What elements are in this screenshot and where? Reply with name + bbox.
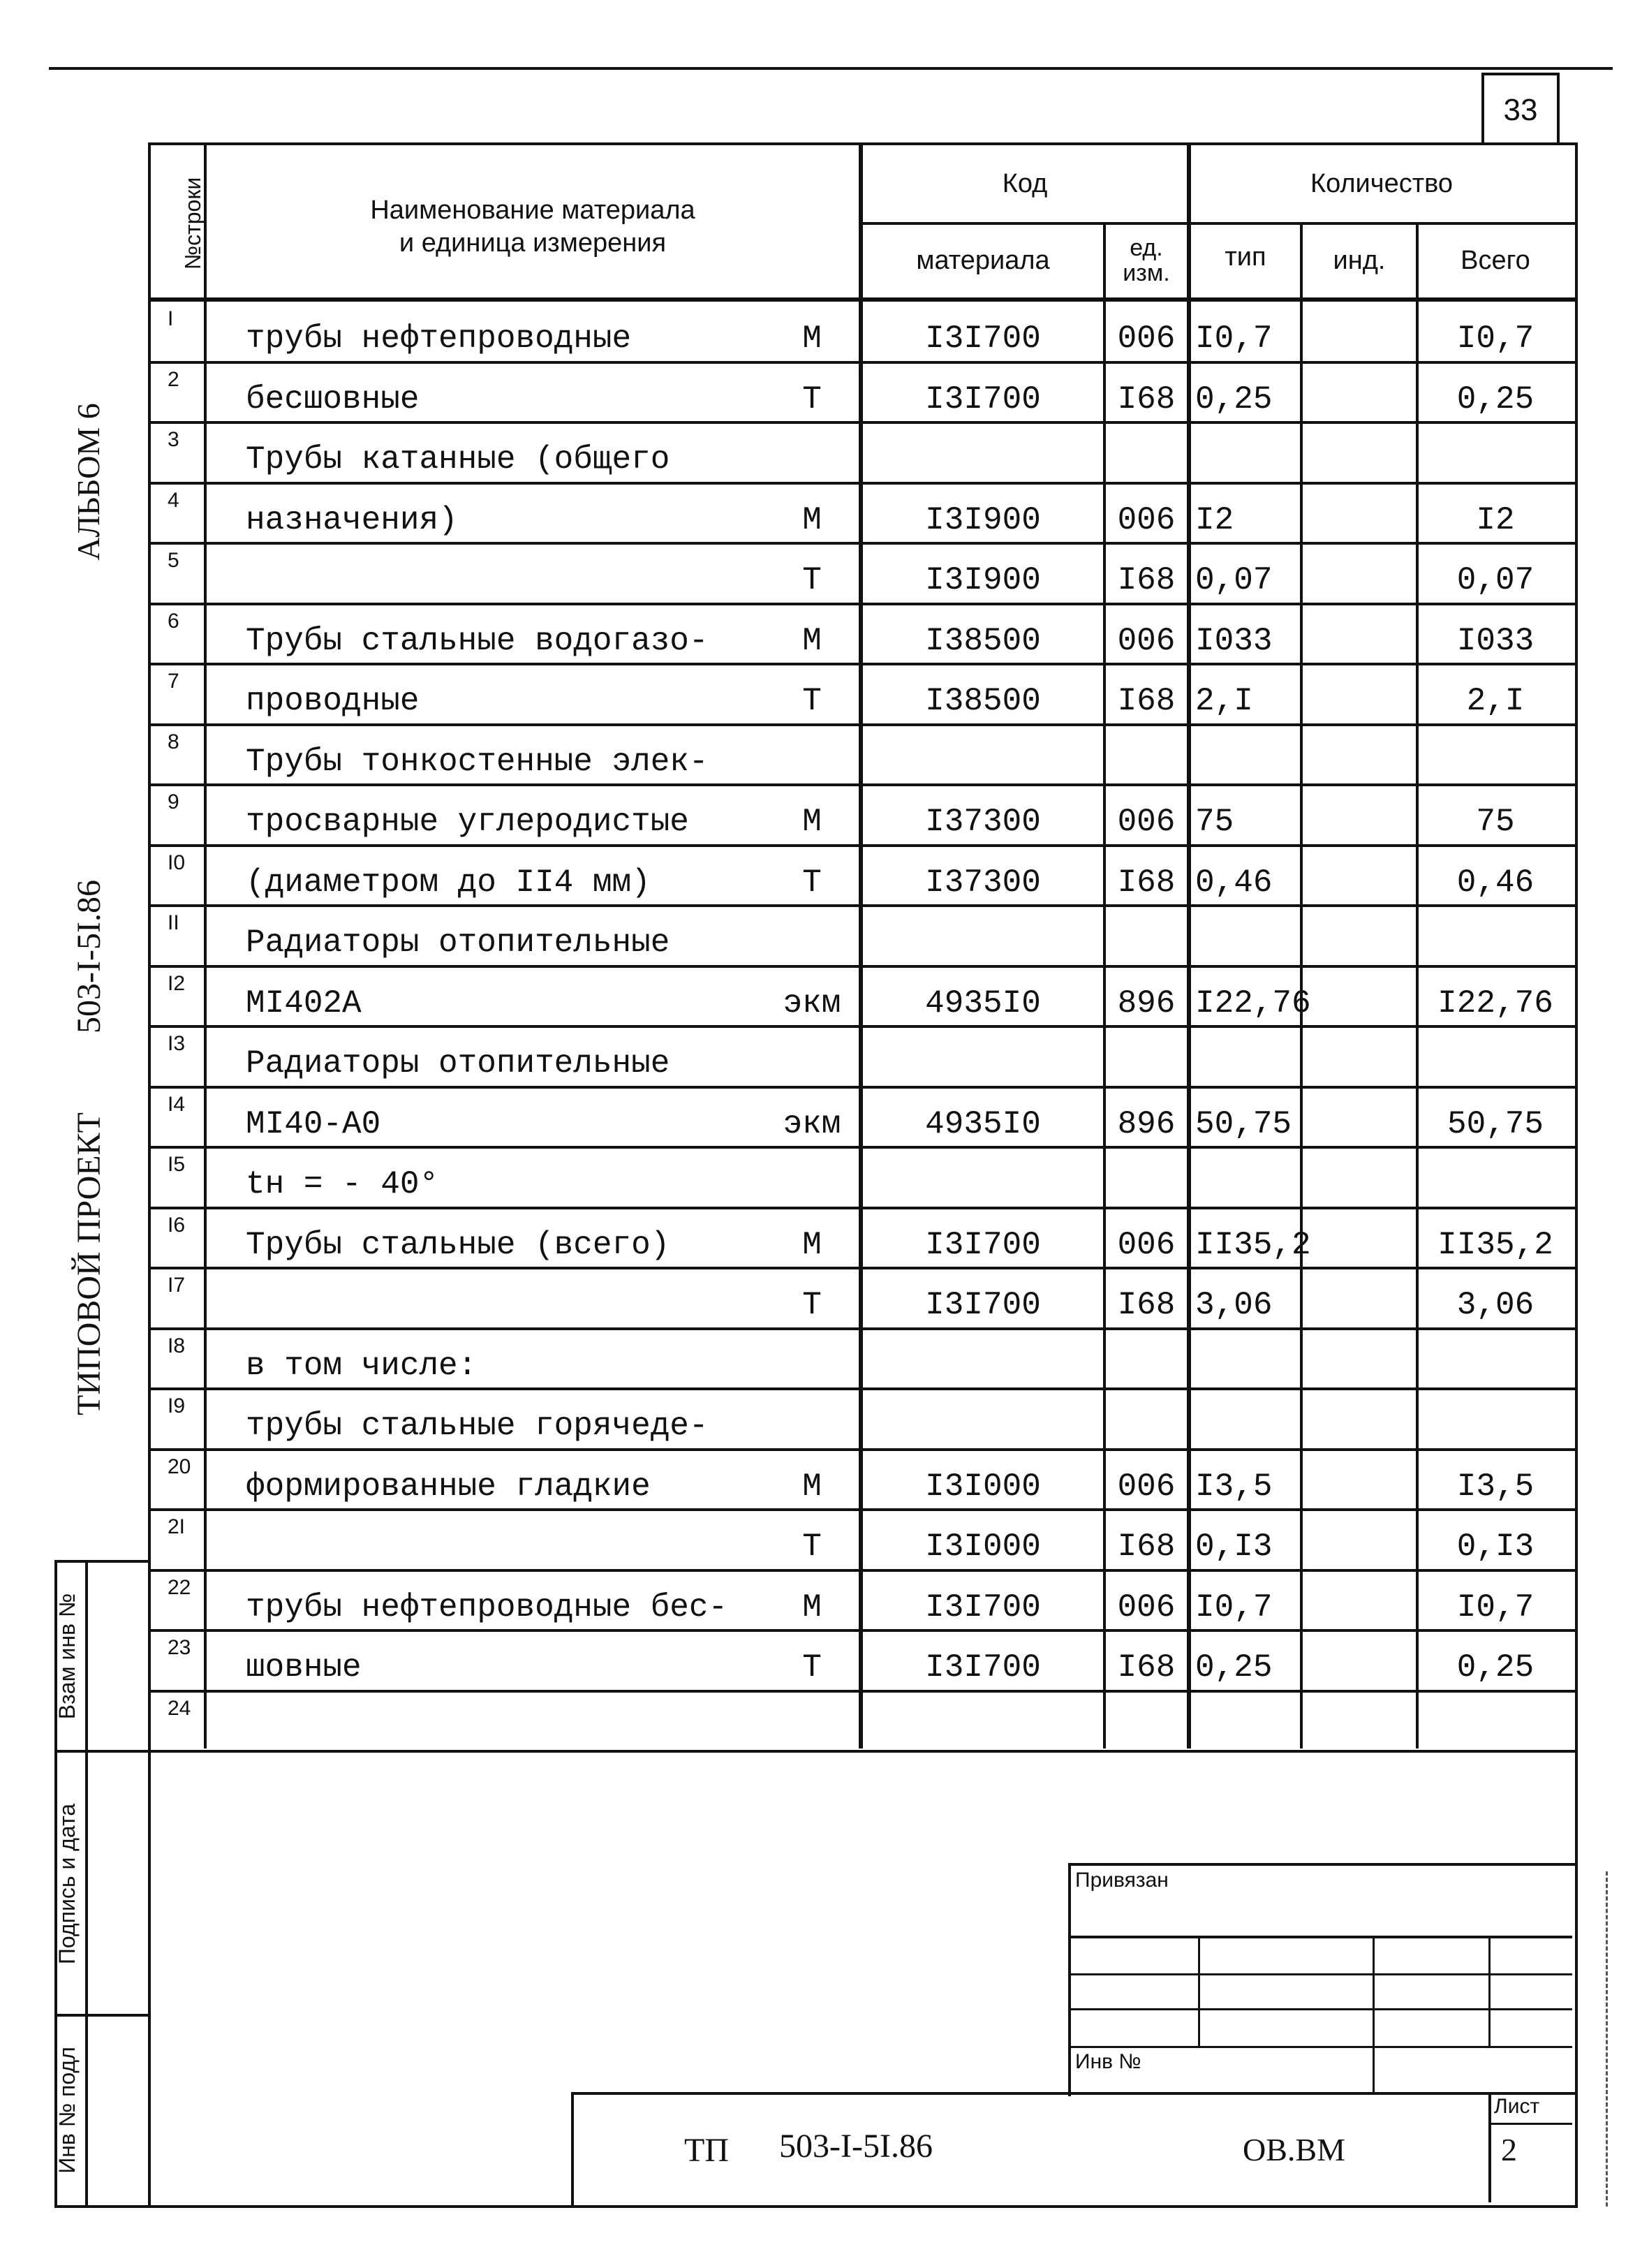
cell-code: I37300 — [925, 864, 1041, 901]
stamp-podpis-data: Подпись и дата — [54, 1803, 80, 1965]
cell-total — [1419, 422, 1572, 478]
cell-n: 6 — [168, 610, 179, 633]
cell-code: I3I900 — [925, 502, 1041, 538]
cell-n: 7 — [168, 670, 179, 693]
cell-tip — [1191, 1389, 1304, 1444]
stamp-list-label: Лист — [1494, 2095, 1540, 2118]
cell-n: 2I — [168, 1515, 186, 1538]
cell-ind — [1303, 1570, 1416, 1626]
cell-ind — [1303, 422, 1416, 478]
cell-tip — [1191, 1329, 1304, 1384]
cell-ed — [1106, 1329, 1187, 1384]
cell-name: формированные гладкие — [246, 1468, 651, 1505]
cell-tip: I22,76 — [1195, 985, 1311, 1022]
cell-name: трубы нефтепроводные — [246, 321, 632, 357]
header-name: Наименование материала и единица измерения — [370, 195, 695, 258]
cell-tip — [1191, 1147, 1304, 1202]
cell-unit: Т — [802, 1287, 822, 1323]
cell-ed: I68 — [1117, 683, 1176, 719]
cell-unit — [768, 1026, 856, 1082]
cell-ind — [1303, 1630, 1416, 1686]
cell-ed: 006 — [1117, 804, 1176, 840]
cell-tip: II35,2 — [1195, 1227, 1311, 1263]
cell-ed: I68 — [1117, 1649, 1176, 1686]
cell-name: Трубы катанные (общего — [246, 441, 670, 478]
cell-ind — [1303, 362, 1416, 418]
cell-unit — [768, 1329, 856, 1384]
cell-code — [863, 1389, 1103, 1444]
cell-n: 9 — [168, 790, 179, 813]
cell-code: I3I700 — [925, 1287, 1041, 1323]
cell-unit — [768, 422, 856, 478]
cell-n: I3 — [168, 1032, 186, 1055]
cell-ed: 006 — [1117, 321, 1176, 357]
cell-code: I3I700 — [925, 1589, 1041, 1626]
cell-tip: I0,7 — [1195, 321, 1273, 357]
cell-name: Радиаторы отопительные — [246, 1045, 670, 1082]
cell-code: I3I000 — [925, 1529, 1041, 1565]
cell-total: 0,46 — [1456, 864, 1535, 901]
cell-name: трубы нефтепроводные бес- — [246, 1589, 728, 1626]
cell-n: I0 — [168, 851, 186, 874]
cell-total: I0,7 — [1456, 321, 1535, 357]
cell-ind — [1303, 725, 1416, 780]
cell-unit: экм — [783, 1106, 841, 1142]
cell-tip — [1191, 906, 1304, 961]
cell-code: I3I700 — [925, 1649, 1041, 1686]
header-tip: тип — [1225, 242, 1266, 272]
cell-unit — [768, 1147, 856, 1202]
cell-name: tн = - 40° — [246, 1166, 439, 1202]
stamp-inv-no: Инв № — [1075, 2050, 1141, 2073]
cell-total — [1419, 1691, 1572, 1746]
cell-tip: 0,25 — [1195, 381, 1273, 418]
cell-code: 4935I0 — [925, 985, 1041, 1022]
cell-total: I22,76 — [1437, 985, 1553, 1022]
cell-code: I38500 — [925, 623, 1041, 659]
cell-code: I3I700 — [925, 321, 1041, 357]
cell-unit: М — [802, 321, 822, 357]
cell-n: 23 — [168, 1636, 191, 1659]
cell-n: II — [168, 911, 179, 934]
header-kod: Код — [1002, 169, 1048, 199]
cell-tip: 50,75 — [1195, 1106, 1292, 1142]
cell-ind — [1303, 906, 1416, 961]
cell-unit — [768, 906, 856, 961]
header-ind: инд. — [1333, 246, 1386, 276]
cell-unit: Т — [802, 1529, 822, 1565]
cell-unit: М — [802, 1468, 822, 1505]
cell-ed: I68 — [1117, 562, 1176, 598]
stamp-vzam-inv: Взам инв № — [54, 1593, 80, 1720]
cell-total: I2 — [1476, 502, 1515, 538]
cell-ind — [1303, 1087, 1416, 1142]
cell-code: I3I900 — [925, 562, 1041, 598]
cell-total — [1419, 725, 1572, 780]
cell-total: 75 — [1476, 804, 1515, 840]
cell-name: в том числе: — [246, 1348, 478, 1384]
cell-name — [246, 1510, 762, 1565]
cell-n: 8 — [168, 730, 179, 753]
cell-name: (диаметром до II4 мм) — [246, 864, 651, 901]
cell-total — [1419, 1026, 1572, 1082]
cell-code — [863, 1147, 1103, 1202]
cell-ed: 896 — [1117, 1106, 1176, 1142]
cell-total: I3,5 — [1456, 1468, 1535, 1505]
right-margin-line — [1606, 1871, 1608, 2207]
page-number: 33 — [1481, 73, 1560, 145]
cell-n: I5 — [168, 1153, 186, 1176]
cell-unit: Т — [802, 562, 822, 598]
cell-total: 0,25 — [1456, 381, 1535, 418]
side-label-project: ТИПОВОЙ ПРОЕКТ — [71, 1112, 108, 1415]
cell-code: 4935I0 — [925, 1106, 1041, 1142]
cell-ed — [1106, 422, 1187, 478]
cell-code: I3I700 — [925, 381, 1041, 418]
stamp-project-code: 503-I-5I.86 — [779, 2128, 933, 2165]
cell-tip: 0,46 — [1195, 864, 1273, 901]
cell-unit: М — [802, 623, 822, 659]
cell-tip: 75 — [1195, 804, 1234, 840]
cell-name: Трубы стальные водогазо- — [246, 623, 709, 659]
cell-unit: Т — [802, 683, 822, 719]
top-rule — [49, 67, 1613, 70]
cell-n: 20 — [168, 1455, 191, 1478]
cell-code: I37300 — [925, 804, 1041, 840]
cell-ind — [1303, 1691, 1416, 1746]
cell-tip: I2 — [1195, 502, 1234, 538]
cell-tip — [1191, 1691, 1304, 1746]
cell-n: I6 — [168, 1214, 186, 1237]
cell-tip: 0,I3 — [1195, 1529, 1273, 1565]
cell-ind — [1303, 1510, 1416, 1565]
cell-name — [246, 543, 762, 598]
cell-ind — [1303, 1147, 1416, 1202]
header-rownum: №строки — [180, 177, 205, 270]
cell-tip: I033 — [1195, 623, 1273, 659]
stamp-doc-code: ОВ.ВМ — [1243, 2132, 1345, 2167]
cell-ed: I68 — [1117, 1529, 1176, 1565]
cell-total — [1419, 1389, 1572, 1444]
cell-tip: 0,07 — [1195, 562, 1273, 598]
cell-code: I38500 — [925, 683, 1041, 719]
cell-code — [863, 422, 1103, 478]
cell-unit: М — [802, 502, 822, 538]
cell-total: 3,06 — [1456, 1287, 1535, 1323]
cell-n: I2 — [168, 972, 186, 995]
cell-ed: I68 — [1117, 381, 1176, 418]
header-material: материала — [916, 246, 1050, 276]
cell-ed: 006 — [1117, 1227, 1176, 1263]
cell-name: МI40-А0 — [246, 1106, 381, 1142]
cell-name: назначения) — [246, 502, 458, 538]
cell-n: 2 — [168, 368, 179, 391]
cell-code — [863, 906, 1103, 961]
cell-ind — [1303, 966, 1416, 1022]
cell-ind — [1303, 846, 1416, 901]
cell-ed — [1106, 1147, 1187, 1202]
cell-unit: М — [802, 1589, 822, 1626]
cell-ed: 006 — [1117, 1468, 1176, 1505]
cell-n: 24 — [168, 1697, 191, 1720]
cell-code — [863, 725, 1103, 780]
cell-n: 22 — [168, 1576, 191, 1599]
cell-total: 0,07 — [1456, 562, 1535, 598]
cell-total — [1419, 906, 1572, 961]
cell-ed: 896 — [1117, 985, 1176, 1022]
stamp-list-value: 2 — [1501, 2132, 1517, 2167]
cell-total: I033 — [1456, 623, 1535, 659]
cell-unit: Т — [802, 864, 822, 901]
cell-ind — [1303, 543, 1416, 598]
cell-unit — [768, 1389, 856, 1444]
cell-tip — [1191, 422, 1304, 478]
cell-n: I4 — [168, 1093, 186, 1116]
cell-unit: экм — [783, 985, 841, 1022]
cell-code: I3I700 — [925, 1227, 1041, 1263]
cell-tip — [1191, 725, 1304, 780]
cell-ind — [1303, 1450, 1416, 1505]
stamp-privyazan-box — [1068, 1863, 1575, 2096]
header-vsego: Всего — [1461, 246, 1530, 276]
cell-unit: Т — [802, 381, 822, 418]
cell-name: Трубы тонкостенные элек- — [246, 744, 709, 780]
cell-unit: Т — [802, 1649, 822, 1686]
cell-name: бесшовные — [246, 381, 420, 418]
cell-ind — [1303, 302, 1416, 357]
header-ed-izm: ед. изм. — [1123, 235, 1170, 286]
cell-n: 5 — [168, 549, 179, 572]
stamp-tp: ТП — [684, 2132, 729, 2169]
cell-code: I3I000 — [925, 1468, 1041, 1505]
cell-ed — [1106, 906, 1187, 961]
cell-n: I — [168, 307, 174, 330]
cell-total — [1419, 1147, 1572, 1202]
cell-code — [863, 1329, 1103, 1384]
cell-unit: М — [802, 804, 822, 840]
cell-name — [246, 1691, 762, 1746]
cell-ed — [1106, 725, 1187, 780]
cell-ind — [1303, 1329, 1416, 1384]
cell-ed: 006 — [1117, 1589, 1176, 1626]
cell-n: 3 — [168, 428, 179, 451]
cell-n: 4 — [168, 489, 179, 512]
cell-total: I0,7 — [1456, 1589, 1535, 1626]
cell-ind — [1303, 664, 1416, 719]
cell-name: проводные — [246, 683, 420, 719]
cell-ed: 006 — [1117, 623, 1176, 659]
cell-n: I8 — [168, 1334, 186, 1357]
cell-tip: I3,5 — [1195, 1468, 1273, 1505]
cell-total: 50,75 — [1447, 1106, 1544, 1142]
cell-unit — [768, 1691, 856, 1746]
cell-code — [863, 1026, 1103, 1082]
cell-name: тросварные углеродистые — [246, 804, 689, 840]
cell-ed — [1106, 1389, 1187, 1444]
cell-ind — [1303, 1026, 1416, 1082]
cell-tip: 3,06 — [1195, 1287, 1273, 1323]
cell-ed: I68 — [1117, 864, 1176, 901]
cell-code — [863, 1691, 1103, 1746]
cell-name — [246, 1268, 762, 1323]
cell-ind — [1303, 785, 1416, 840]
side-label-album: АЛЬБОМ 6 — [71, 403, 106, 561]
cell-name: Трубы стальные (всего) — [246, 1227, 670, 1263]
cell-unit: М — [802, 1227, 822, 1263]
cell-name: Радиаторы отопительные — [246, 925, 670, 961]
cell-tip: I0,7 — [1195, 1589, 1273, 1626]
row-divider — [148, 1750, 1575, 1753]
cell-ed: I68 — [1117, 1287, 1176, 1323]
cell-total: II35,2 — [1437, 1227, 1553, 1263]
cell-total — [1419, 1329, 1572, 1384]
stamp-privyazan: Привязан — [1075, 1869, 1169, 1892]
cell-ed — [1106, 1691, 1187, 1746]
cell-total: 0,25 — [1456, 1649, 1535, 1686]
cell-n: I9 — [168, 1394, 186, 1418]
cell-unit — [768, 725, 856, 780]
cell-ind — [1303, 604, 1416, 659]
cell-total: 0,I3 — [1456, 1529, 1535, 1565]
cell-total: 2,I — [1466, 683, 1525, 719]
cell-ind — [1303, 1208, 1416, 1263]
cell-name: шовные — [246, 1649, 362, 1686]
cell-tip — [1191, 1026, 1304, 1082]
cell-ind — [1303, 483, 1416, 538]
cell-ed — [1106, 1026, 1187, 1082]
side-label-code: 503-I-5I.86 — [71, 880, 108, 1033]
cell-n: I7 — [168, 1274, 186, 1297]
cell-name: МI402А — [246, 985, 362, 1022]
cell-ind — [1303, 1389, 1416, 1444]
header-kolichestvo: Количество — [1310, 169, 1454, 199]
stamp-inv-podl: Инв № подл — [54, 2047, 80, 2174]
cell-name: трубы стальные горячеде- — [246, 1408, 709, 1444]
cell-ed: 006 — [1117, 502, 1176, 538]
cell-tip: 2,I — [1195, 683, 1253, 719]
cell-ind — [1303, 1268, 1416, 1323]
cell-tip: 0,25 — [1195, 1649, 1273, 1686]
